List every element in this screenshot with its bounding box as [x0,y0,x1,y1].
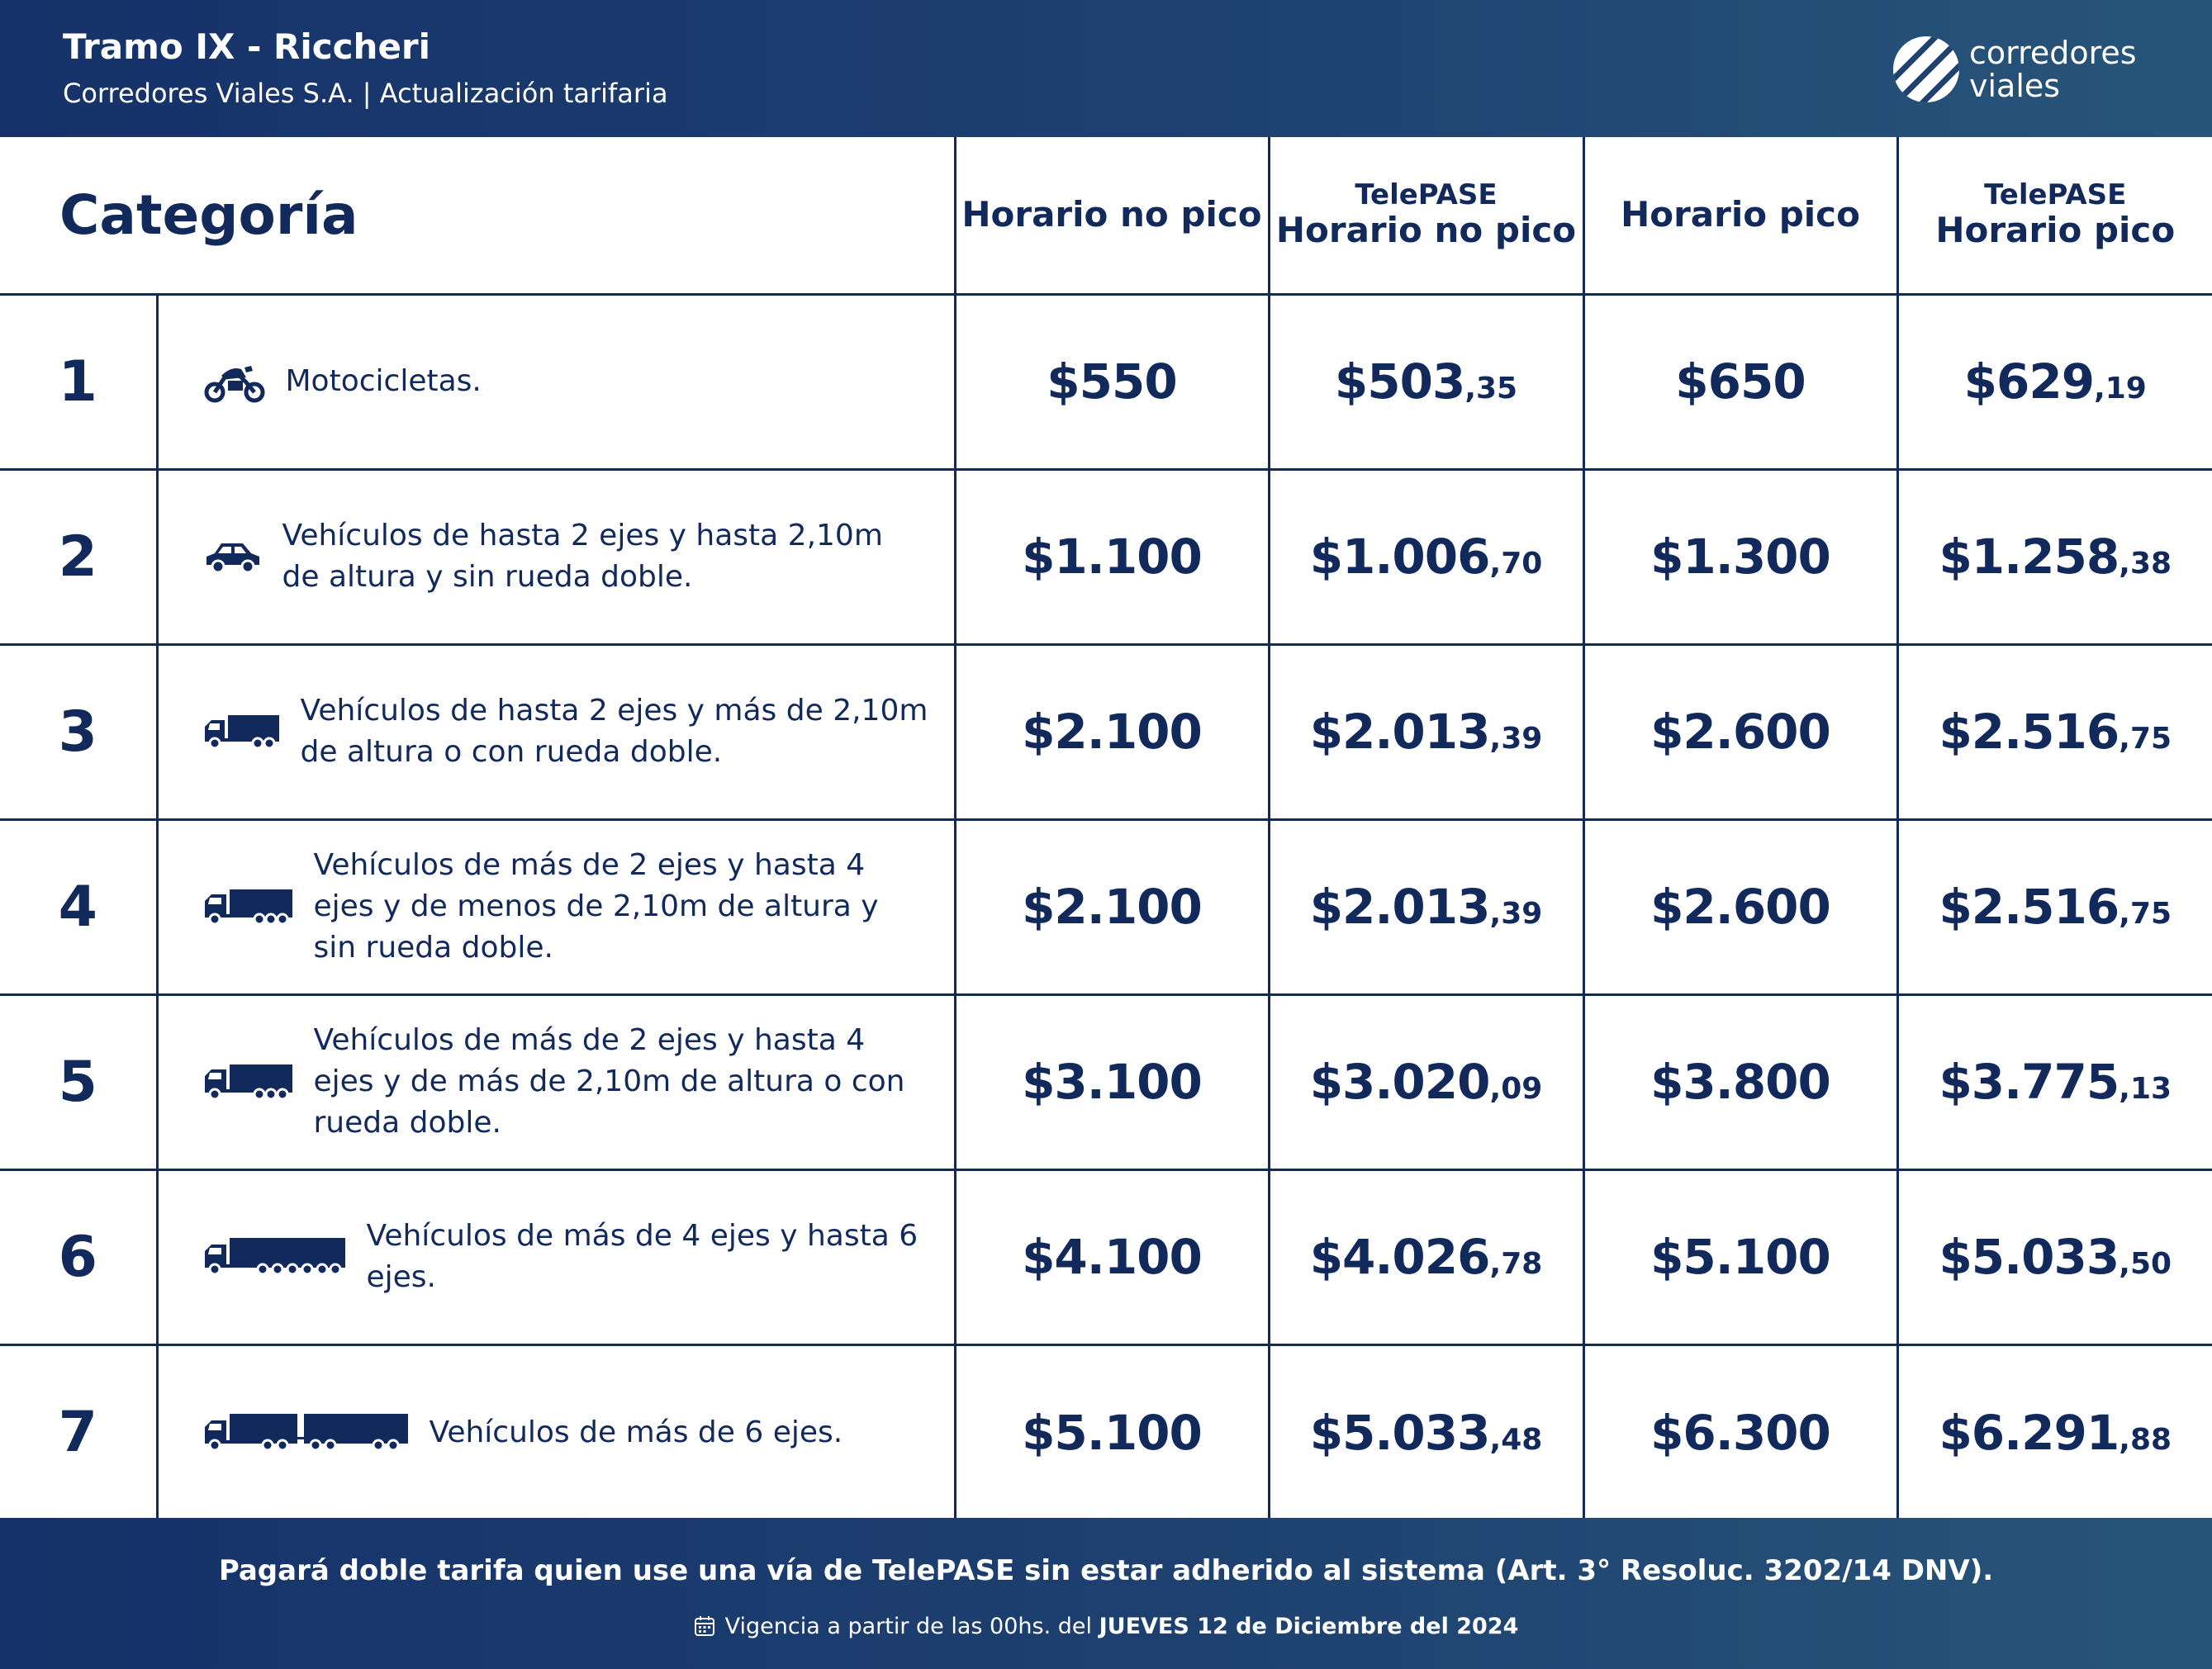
table-row [0,1169,2212,1344]
price-telepase-off-peak: $2.013,39 [1269,819,1583,994]
price-telepase-off-peak: $503,35 [1269,294,1583,469]
price-telepase-off-peak: $1.006,70 [1269,469,1583,644]
category-number: 7 [0,1344,157,1520]
category-number: 4 [0,819,157,994]
category-description: Vehículos de más de 2 ejes y hasta 4 ejes y de más de 2,10m de altura o con rueda doble. [157,994,955,1169]
price-peak: $2.600 [1583,819,1897,994]
price-off-peak: $550 [955,294,1269,469]
header-category: Categoría [0,137,955,294]
tariff-table [0,137,2212,1520]
logo-mark-icon [1892,35,1961,104]
motorcycle-icon [203,359,266,404]
price-off-peak: $2.100 [955,644,1269,819]
category-number: 3 [0,644,157,819]
page-title: Tramo IX - Riccheri [63,26,431,67]
category-description: Vehículos de hasta 2 ejes y hasta 2,10m de altura y sin rueda doble. [157,469,955,644]
price-off-peak: $2.100 [955,819,1269,994]
price-peak: $5.100 [1583,1169,1897,1344]
calendar-icon [694,1615,715,1637]
category-description: Vehículos de más de 6 ejes. [157,1344,955,1520]
header-peak: Horario pico [1583,137,1897,294]
truck-icon [203,886,294,927]
validity-notice: Vigencia a partir de las 00hs. del JUEVES 12 de Diciembre del 2024 [0,1614,2212,1639]
table-header-row [0,137,2212,294]
price-off-peak: $3.100 [955,994,1269,1169]
category-number: 6 [0,1169,157,1344]
truck-icon [203,1061,294,1102]
header-off-peak: Horario no pico [955,137,1269,294]
category-number: 2 [0,469,157,644]
car-icon [203,538,263,575]
category-description: Vehículos de hasta 2 ejes y más de 2,10m de altura o con rueda doble. [157,644,955,819]
double-fare-notice: Pagará doble tarifa quien use una vía de TelePASE sin estar adherido al sistema (Art. 3° Resoluc. 3202/14 DNV). [218,1554,1994,1587]
category-description: Motocicletas. [157,294,955,469]
price-telepase-peak: $6.291,88 [1897,1344,2212,1520]
table-row [0,819,2212,994]
category-number: 5 [0,994,157,1169]
company-logo [1892,35,2139,104]
price-off-peak: $5.100 [955,1344,1269,1520]
price-telepase-peak: $3.775,13 [1897,994,2212,1169]
table-row [0,994,2212,1169]
price-telepase-peak: $2.516,75 [1897,644,2212,819]
price-telepase-peak: $629,19 [1897,294,2212,469]
price-telepase-off-peak: $5.033,48 [1269,1344,1583,1520]
price-telepase-off-peak: $4.026,78 [1269,1169,1583,1344]
price-peak: $650 [1583,294,1897,469]
table-row [0,1344,2212,1520]
table-row [0,644,2212,819]
semi-truck-icon [203,1236,347,1278]
header-telepase-peak: TelePASE Horario pico [1897,137,2212,294]
table-row [0,469,2212,644]
footer-bar [0,1518,2212,1669]
price-telepase-peak: $2.516,75 [1897,819,2212,994]
category-description: Vehículos de más de 2 ejes y hasta 4 ejes y de menos de 2,10m de altura y sin rueda doble. [157,819,955,994]
logo-text: corredores viales [1969,35,2137,104]
price-peak: $3.800 [1583,994,1897,1169]
price-telepase-peak: $5.033,50 [1897,1169,2212,1344]
price-telepase-peak: $1.258,38 [1897,469,2212,644]
small-truck-icon [203,712,281,752]
price-off-peak: $4.100 [955,1169,1269,1344]
truck-trailer-icon [203,1412,410,1453]
header-bar [0,0,2212,137]
category-number: 1 [0,294,157,469]
price-peak: $6.300 [1583,1344,1897,1520]
page-subtitle: Corredores Viales S.A. | Actualización tarifaria [63,78,668,109]
category-description: Vehículos de más de 4 ejes y hasta 6 ejes. [157,1169,955,1344]
price-peak: $1.300 [1583,469,1897,644]
header-telepase-off-peak: TelePASE Horario no pico [1269,137,1583,294]
price-telepase-off-peak: $3.020,09 [1269,994,1583,1169]
table-row [0,294,2212,469]
price-peak: $2.600 [1583,644,1897,819]
price-telepase-off-peak: $2.013,39 [1269,644,1583,819]
price-off-peak: $1.100 [955,469,1269,644]
